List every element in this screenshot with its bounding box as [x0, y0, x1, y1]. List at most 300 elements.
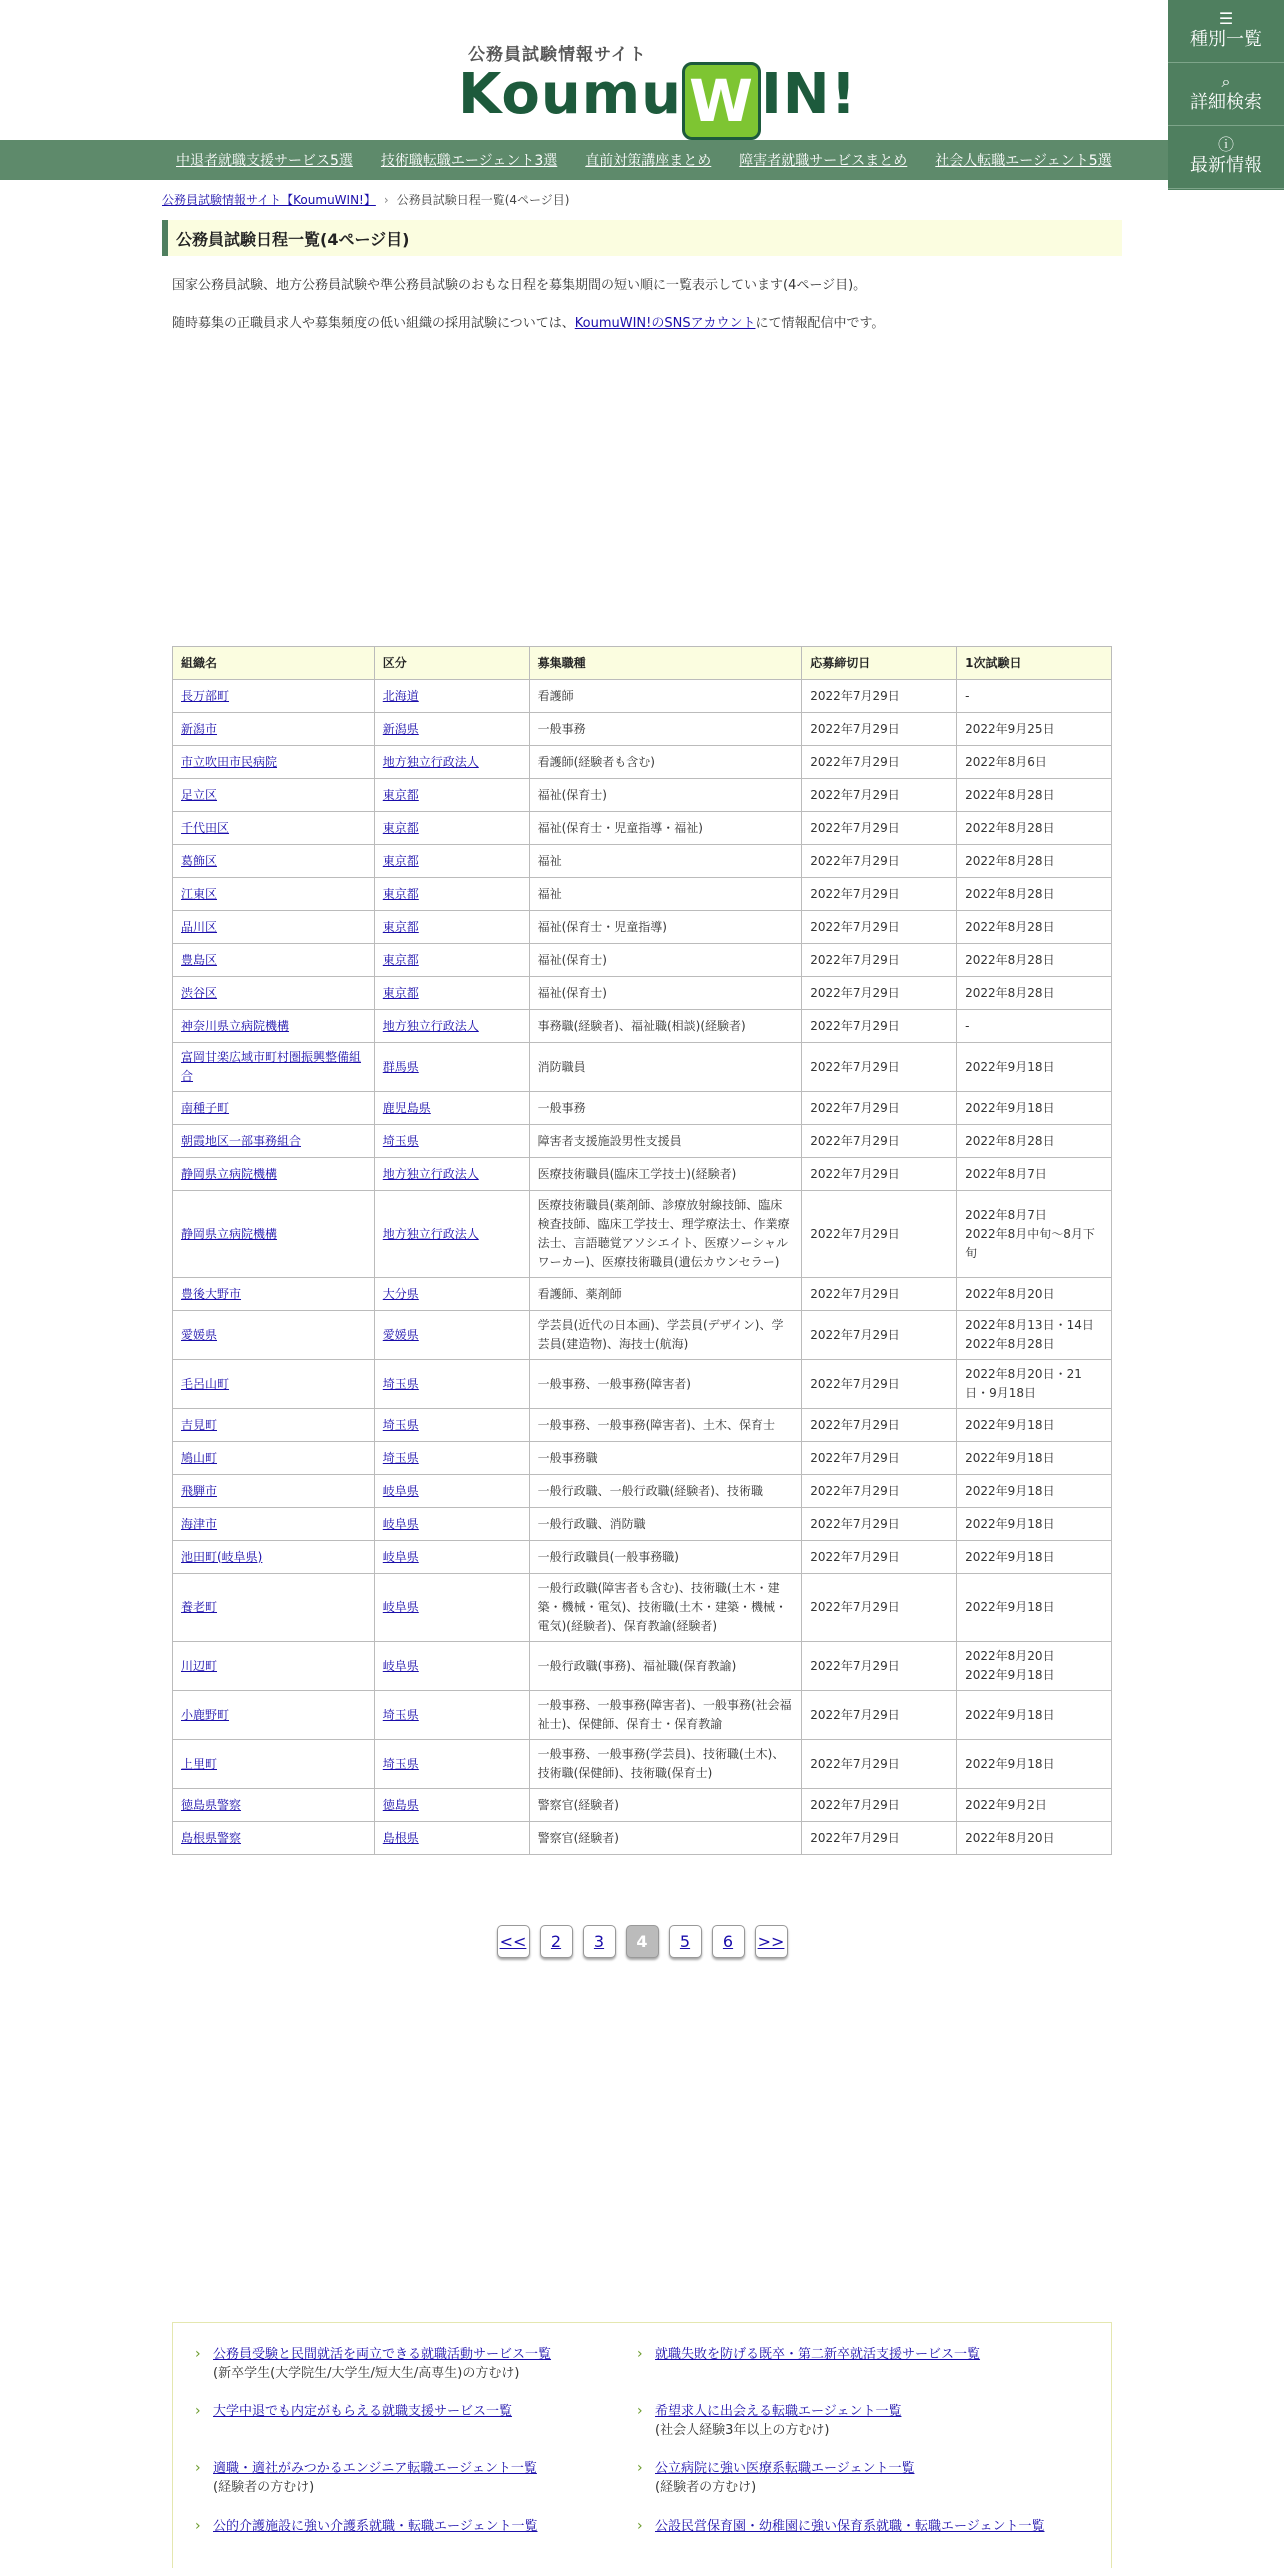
category-link[interactable]: 埼玉県 — [382, 1450, 419, 1465]
cell-category — [374, 911, 529, 944]
cell-text: 2022年8月20日・21日・9月18日 — [965, 1367, 1082, 1400]
cell-text: 2022年7月29日 — [810, 1376, 900, 1391]
cell-text: 2022年8月7日 — [965, 1207, 1047, 1222]
cell-text: 2022年7月29日 — [810, 1450, 900, 1465]
pagination-page-3[interactable]: 3 — [583, 1925, 616, 1958]
table-row — [173, 1541, 1112, 1574]
cell-organization — [173, 1409, 375, 1442]
related-link[interactable]: 公的介護施設に強い介護系就職・転職エージェント一覧 — [213, 2519, 538, 2534]
cell-job-type — [529, 1475, 802, 1508]
cell-job-type — [529, 911, 802, 944]
table-row — [173, 1822, 1112, 1855]
cell-text: 2022年7月29日 — [810, 1707, 900, 1722]
category-link[interactable]: 東京都 — [382, 985, 419, 1000]
breadcrumb-home-link[interactable]: 公務員試験情報サイト【KoumuWIN!】 — [162, 193, 376, 207]
cell-deadline — [802, 1191, 957, 1278]
bars-icon: ☰ — [1218, 9, 1234, 28]
cell-first-exam-date — [957, 1092, 1112, 1125]
intro-text-1: 国家公務員試験、地方公務員試験や準公務員試験のおもな日程を募集期間の短い順に一覧表示しています(4ページ目)。 — [172, 278, 867, 293]
cell-deadline — [802, 1092, 957, 1125]
cell-text: 福祉(保育士・児童指導・福祉) — [537, 820, 703, 835]
category-link[interactable]: 北海道 — [382, 688, 419, 703]
cell-text: 2022年8月28日 — [965, 853, 1055, 868]
cell-text: 2022年8月20日 — [965, 1286, 1055, 1301]
side-menu-category-list[interactable] — [1168, 0, 1284, 63]
cell-text: 2022年7月29日 — [810, 853, 900, 868]
organization-link[interactable]: 品川区 — [181, 919, 218, 934]
global-nav — [0, 140, 1284, 180]
cell-text: 2022年7月29日 — [810, 754, 900, 769]
cell-deadline — [802, 1442, 957, 1475]
related-link[interactable]: 公設民営保育園・幼稚園に強い保育系就職・転職エージェント一覧 — [655, 2519, 1045, 2534]
cell-first-exam-date — [957, 1010, 1112, 1043]
cell-job-type — [529, 713, 802, 746]
cell-text: 2022年7月29日 — [810, 1830, 900, 1845]
cell-text: 2022年9月18日 — [965, 1707, 1055, 1722]
search-icon: ⌕ — [1221, 72, 1231, 91]
cell-organization — [173, 1475, 375, 1508]
organization-link[interactable]: 千代田区 — [181, 820, 230, 835]
category-link[interactable]: 東京都 — [382, 886, 419, 901]
cell-text: 福祉(保育士) — [537, 787, 607, 802]
organization-link[interactable]: 葛飾区 — [181, 853, 218, 868]
related-link-item — [637, 2459, 1077, 2497]
cell-category — [374, 1409, 529, 1442]
cell-deadline — [802, 1010, 957, 1043]
cell-job-type — [529, 1360, 802, 1409]
cell-text: 2022年8月28日 — [965, 1337, 1055, 1351]
cell-text: 2022年9月18日 — [965, 1059, 1055, 1074]
cell-text: 2022年9月18日 — [965, 1417, 1055, 1432]
cell-text: 一般事務 — [537, 721, 586, 736]
organization-link[interactable]: 新潟市 — [181, 721, 218, 736]
related-links-box — [172, 2322, 1112, 2568]
cell-deadline — [802, 1822, 957, 1855]
cell-category — [374, 680, 529, 713]
cell-job-type — [529, 812, 802, 845]
cell-first-exam-date — [957, 1158, 1112, 1191]
cell-job-type — [529, 779, 802, 812]
cell-category — [374, 1740, 529, 1789]
cell-text: 2022年9月18日 — [965, 1600, 1055, 1614]
organization-link[interactable]: 上里町 — [181, 1756, 218, 1771]
cell-deadline — [802, 1691, 957, 1740]
cell-job-type — [529, 1409, 802, 1442]
cell-first-exam-date — [957, 878, 1112, 911]
organization-link[interactable]: 海津市 — [181, 1516, 218, 1531]
category-link[interactable]: 徳島県 — [382, 1797, 419, 1812]
cell-organization — [173, 1508, 375, 1541]
cell-organization — [173, 911, 375, 944]
table-row — [173, 746, 1112, 779]
cell-text: 看護師、薬剤師 — [537, 1286, 622, 1301]
side-menu-label: 詳細検索 — [1190, 92, 1262, 113]
organization-link[interactable]: 飛騨市 — [181, 1483, 218, 1498]
cell-first-exam-date — [957, 1360, 1112, 1409]
cell-organization — [173, 1092, 375, 1125]
cell-organization — [173, 680, 375, 713]
category-link[interactable]: 岐阜県 — [382, 1516, 419, 1531]
cell-job-type — [529, 1311, 802, 1360]
category-link[interactable]: 地方独立行政法人 — [382, 1018, 479, 1033]
category-link[interactable]: 東京都 — [382, 820, 419, 835]
cell-organization — [173, 713, 375, 746]
pagination-page-5[interactable]: 5 — [669, 1925, 702, 1958]
cell-category — [374, 1691, 529, 1740]
related-link-item — [637, 2345, 1077, 2364]
related-link-item — [195, 2459, 615, 2497]
organization-link[interactable]: 島根県警察 — [181, 1830, 242, 1845]
cell-first-exam-date — [957, 812, 1112, 845]
info-icon: ⓘ — [1217, 135, 1234, 154]
cell-first-exam-date — [957, 1789, 1112, 1822]
cell-category — [374, 1125, 529, 1158]
pagination-page-4-current: 4 — [626, 1925, 659, 1958]
cell-category — [374, 878, 529, 911]
cell-first-exam-date — [957, 1740, 1112, 1789]
related-link[interactable]: 公立病院に強い医療系転職エージェント一覧 — [655, 2461, 915, 2476]
related-link[interactable]: 希望求人に出会える転職エージェント一覧 — [655, 2404, 902, 2419]
cell-text: 2022年7月29日 — [810, 1797, 900, 1812]
related-link[interactable]: 適職・適社がみつかるエンジニア転職エージェント一覧 — [213, 2461, 537, 2476]
cell-deadline — [802, 1574, 957, 1642]
cell-text: 2022年7月29日 — [810, 1417, 900, 1432]
cell-first-exam-date — [957, 1822, 1112, 1855]
cell-text: 一般事務職 — [537, 1450, 598, 1465]
organization-link[interactable]: 豊後大野市 — [181, 1286, 242, 1301]
related-link[interactable]: 大学中退でも内定がもらえる就職支援サービス一覧 — [213, 2404, 513, 2419]
cell-job-type — [529, 1092, 802, 1125]
cell-text: 2022年7月29日 — [810, 1483, 900, 1498]
category-link[interactable]: 東京都 — [382, 919, 419, 934]
cell-text: 福祉(保育士) — [537, 952, 607, 967]
cell-first-exam-date — [957, 911, 1112, 944]
cell-organization — [173, 1158, 375, 1191]
cell-category — [374, 1043, 529, 1092]
cell-text: 一般事務、一般事務(障害者)、一般事務(社会福祉士)、保健師、保育士・保育教諭 — [537, 1698, 792, 1731]
pagination — [0, 1925, 1284, 1958]
category-link[interactable]: 東京都 — [382, 787, 419, 802]
cell-job-type — [529, 1125, 802, 1158]
nav-link-dropout-support[interactable]: 中退者就職支援サービス5選 — [176, 153, 353, 169]
table-row — [173, 1574, 1112, 1642]
organization-link[interactable]: 養老町 — [181, 1600, 218, 1614]
cell-deadline — [802, 1475, 957, 1508]
organization-link[interactable]: 静岡県立病院機構 — [181, 1166, 278, 1181]
cell-text: 2022年9月18日 — [965, 1100, 1055, 1115]
related-link-item — [195, 2402, 615, 2421]
page-title: 公務員試験日程一覧(4ページ目) — [162, 220, 1122, 256]
site-logo[interactable] — [458, 30, 858, 135]
logo-wordmark — [458, 62, 857, 140]
table-row — [173, 1475, 1112, 1508]
cell-text: 一般行政職(事務)、福祉職(保育教諭) — [537, 1658, 737, 1673]
logo-wordmark-post: IN! — [760, 62, 858, 127]
table-row — [173, 1125, 1112, 1158]
cell-first-exam-date — [957, 1691, 1112, 1740]
organization-link[interactable]: 愛媛県 — [181, 1327, 218, 1342]
table-row — [173, 1642, 1112, 1691]
cell-text: 2022年7月29日 — [810, 1549, 900, 1564]
cell-first-exam-date — [957, 1043, 1112, 1092]
organization-link[interactable]: 豊島区 — [181, 952, 218, 967]
cell-text: 警察官(経験者) — [537, 1797, 619, 1812]
cell-organization — [173, 1278, 375, 1311]
cell-text: 一般行政職、消防職 — [537, 1516, 646, 1531]
table-row — [173, 713, 1112, 746]
table-row — [173, 911, 1112, 944]
related-link-note: (新卒学生(大学院生/大学生/短大生/高専生)の方むけ) — [213, 2366, 520, 2381]
category-link[interactable]: 岐阜県 — [382, 1483, 419, 1498]
cell-text: 2022年7月29日 — [810, 1327, 900, 1342]
cell-deadline — [802, 1508, 957, 1541]
cell-deadline — [802, 1311, 957, 1360]
cell-job-type — [529, 1740, 802, 1789]
organization-link[interactable]: 小鹿野町 — [181, 1707, 230, 1722]
cell-job-type — [529, 1191, 802, 1278]
cell-first-exam-date — [957, 779, 1112, 812]
cell-organization — [173, 1125, 375, 1158]
cell-text: 2022年9月18日 — [965, 1756, 1055, 1771]
cell-text: 2022年7月29日 — [810, 1516, 900, 1531]
category-link[interactable]: 群馬県 — [382, 1059, 419, 1074]
related-link-note: (社会人経験3年以上の方むけ) — [655, 2423, 830, 2438]
cell-job-type — [529, 1278, 802, 1311]
cell-organization — [173, 812, 375, 845]
cell-deadline — [802, 779, 957, 812]
cell-job-type — [529, 1789, 802, 1822]
cell-deadline — [802, 1158, 957, 1191]
pagination-first-button[interactable]: << — [497, 1925, 530, 1958]
organization-link[interactable]: 川辺町 — [181, 1658, 218, 1673]
cell-text: 2022年8月28日 — [965, 1133, 1055, 1148]
cell-first-exam-date — [957, 1541, 1112, 1574]
cell-text: 2022年7月29日 — [810, 820, 900, 835]
side-menu-detail-search[interactable] — [1168, 63, 1284, 126]
nav-link-tech-agent[interactable]: 技術職転職エージェント3選 — [380, 153, 558, 169]
cell-category — [374, 746, 529, 779]
table-body — [173, 680, 1112, 1855]
category-link[interactable]: 東京都 — [382, 853, 419, 868]
side-menu-latest-info[interactable] — [1168, 126, 1284, 189]
cell-text: 2022年7月29日 — [810, 721, 900, 736]
side-menu-label: 最新情報 — [1190, 155, 1262, 176]
organization-link[interactable]: 江東区 — [181, 886, 218, 901]
category-link[interactable]: 埼玉県 — [382, 1756, 419, 1771]
col-header-job-type: 募集職種 — [529, 647, 802, 680]
sns-account-link[interactable]: KoumuWIN!のSNSアカウント — [574, 316, 756, 331]
related-link[interactable]: 就職失敗を防げる既卒・第二新卒就活支援サービス一覧 — [655, 2347, 981, 2362]
intro-text-2 — [172, 312, 884, 331]
table-row — [173, 1043, 1112, 1092]
cell-text: 一般事務 — [537, 1100, 586, 1115]
organization-link[interactable]: 毛呂山町 — [181, 1376, 230, 1391]
cell-text: 一般事務、一般事務(障害者) — [537, 1376, 691, 1391]
logo-subtitle: 公務員試験情報サイト — [468, 45, 647, 65]
cell-organization — [173, 1360, 375, 1409]
cell-text: 警察官(経験者) — [537, 1830, 619, 1845]
cell-text: 学芸員(近代の日本画)、学芸員(デザイン)、学芸員(建造物)、海技士(航海) — [537, 1318, 784, 1351]
cell-deadline — [802, 1789, 957, 1822]
table-row — [173, 1360, 1112, 1409]
nav-link-disability-service[interactable]: 障害者就職サービスまとめ — [739, 153, 908, 169]
cell-first-exam-date — [957, 1574, 1112, 1642]
related-link[interactable]: 公務員受験と民間就活を両立できる就職活動サービス一覧 — [213, 2347, 552, 2362]
intro-text-2-post: にて情報配信中です。 — [755, 316, 885, 331]
cell-text: 2022年9月18日 — [965, 1668, 1055, 1682]
cell-job-type — [529, 1691, 802, 1740]
cell-job-type — [529, 680, 802, 713]
table-row — [173, 812, 1112, 845]
category-link[interactable]: 新潟県 — [382, 721, 419, 736]
cell-category — [374, 1278, 529, 1311]
organization-link[interactable]: 徳島県警察 — [181, 1797, 242, 1812]
cell-text: 2022年7月29日 — [810, 688, 900, 703]
cell-text: 一般事務、一般事務(障害者)、土木、保育士 — [537, 1417, 775, 1432]
breadcrumb — [162, 191, 569, 208]
nav-link-career-agent[interactable]: 社会人転職エージェント5選 — [935, 153, 1112, 169]
cell-job-type — [529, 1043, 802, 1092]
cell-category — [374, 1360, 529, 1409]
table-row — [173, 944, 1112, 977]
cell-first-exam-date — [957, 680, 1112, 713]
col-header-deadline: 応募締切日 — [802, 647, 957, 680]
organization-link[interactable]: 長万部町 — [181, 688, 230, 703]
table-row — [173, 1508, 1112, 1541]
cell-text: 2022年7月29日 — [810, 1226, 900, 1241]
side-menu-label: 種別一覧 — [1190, 29, 1262, 50]
cell-organization — [173, 1043, 375, 1092]
cell-text: 福祉 — [537, 853, 562, 868]
cell-text: 2022年8月28日 — [965, 787, 1055, 802]
pagination-page-6[interactable]: 6 — [712, 1925, 745, 1958]
cell-organization — [173, 1740, 375, 1789]
pagination-page-2[interactable]: 2 — [540, 1925, 573, 1958]
site-header — [0, 0, 1284, 140]
cell-category — [374, 1822, 529, 1855]
category-link[interactable]: 島根県 — [382, 1830, 419, 1845]
category-link[interactable]: 岐阜県 — [382, 1549, 419, 1564]
cell-organization — [173, 845, 375, 878]
col-header-category: 区分 — [374, 647, 529, 680]
table-row — [173, 845, 1112, 878]
organization-link[interactable]: 足立区 — [181, 787, 218, 802]
cell-job-type — [529, 944, 802, 977]
cell-job-type — [529, 1541, 802, 1574]
exam-schedule-table — [172, 646, 1112, 1855]
table-row — [173, 779, 1112, 812]
category-link[interactable]: 東京都 — [382, 952, 419, 967]
cell-text: 2022年9月25日 — [965, 721, 1055, 736]
cell-first-exam-date — [957, 1508, 1112, 1541]
category-link[interactable]: 埼玉県 — [382, 1417, 419, 1432]
cell-text: 2022年8月7日 — [965, 1166, 1047, 1181]
organization-link[interactable]: 池田町(岐阜県) — [181, 1549, 263, 1564]
intro-text-2-pre: 随時募集の正職員求人や募集頻度の低い組織の採用試験については、 — [172, 316, 575, 331]
organization-link[interactable]: 南種子町 — [181, 1100, 230, 1115]
cell-organization — [173, 878, 375, 911]
cell-text: 福祉 — [537, 886, 562, 901]
cell-text: - — [965, 688, 970, 703]
cell-text: 2022年7月29日 — [810, 1100, 900, 1115]
category-link[interactable]: 岐阜県 — [382, 1658, 419, 1673]
cell-first-exam-date — [957, 1475, 1112, 1508]
cell-text: 2022年8月中旬～8月下旬 — [965, 1226, 1095, 1260]
cell-organization — [173, 977, 375, 1010]
table-row — [173, 1789, 1112, 1822]
cell-text: 2022年8月28日 — [965, 886, 1055, 901]
cell-text: 一般行政職員(一般事務職) — [537, 1549, 679, 1564]
organization-link[interactable]: 市立吹田市民病院 — [181, 754, 278, 769]
organization-link[interactable]: 渋谷区 — [181, 985, 218, 1000]
category-link[interactable]: 地方独立行政法人 — [382, 1166, 479, 1181]
category-link[interactable]: 埼玉県 — [382, 1707, 419, 1722]
breadcrumb-current: 公務員試験日程一覧(4ページ目) — [396, 193, 570, 207]
cell-text: 医療技術職員(薬剤師、診療放射線技師、臨床検査技師、臨床工学技士、理学療法士、作業療法士、言語聴覚アソシエイト、医療ソーシャルワーカー)、医療技術職員(遺伝カウンセラー) — [537, 1198, 790, 1269]
organization-link[interactable]: 富岡甘楽広域市町村圏振興整備組合 — [181, 1050, 362, 1083]
cell-text: 2022年9月18日 — [965, 1549, 1055, 1564]
cell-job-type — [529, 1508, 802, 1541]
cell-text: 事務職(経験者)、福祉職(相談)(経験者) — [537, 1018, 746, 1033]
cell-text: 2022年7月29日 — [810, 1059, 900, 1074]
cell-job-type — [529, 1010, 802, 1043]
cell-text: 2022年7月29日 — [810, 985, 900, 1000]
cell-first-exam-date — [957, 1311, 1112, 1360]
cell-organization — [173, 1789, 375, 1822]
cell-organization — [173, 1010, 375, 1043]
table-row — [173, 1158, 1112, 1191]
organization-link[interactable]: 鳩山町 — [181, 1450, 218, 1465]
cell-deadline — [802, 1642, 957, 1691]
cell-text: 2022年8月6日 — [965, 754, 1047, 769]
organization-link[interactable]: 静岡県立病院機構 — [181, 1226, 278, 1241]
category-link[interactable]: 岐阜県 — [382, 1600, 419, 1614]
cell-first-exam-date — [957, 746, 1112, 779]
cell-text: - — [965, 1018, 970, 1033]
organization-link[interactable]: 朝霞地区一部事務組合 — [181, 1133, 302, 1148]
category-link[interactable]: 埼玉県 — [382, 1133, 419, 1148]
cell-job-type — [529, 977, 802, 1010]
organization-link[interactable]: 吉見町 — [181, 1417, 218, 1432]
organization-link[interactable]: 神奈川県立病院機構 — [181, 1018, 290, 1033]
cell-deadline — [802, 713, 957, 746]
category-link[interactable]: 地方独立行政法人 — [382, 1226, 479, 1241]
table-row — [173, 1278, 1112, 1311]
pagination-last-button[interactable]: >> — [755, 1925, 788, 1958]
cell-text: 2022年8月20日 — [965, 1649, 1055, 1663]
cell-deadline — [802, 845, 957, 878]
cell-first-exam-date — [957, 1191, 1112, 1278]
category-link[interactable]: 鹿児島県 — [382, 1100, 431, 1115]
cell-text: 2022年8月28日 — [965, 820, 1055, 835]
cell-deadline — [802, 1125, 957, 1158]
category-link[interactable]: 大分県 — [382, 1286, 419, 1301]
nav-link-prep-course[interactable]: 直前対策講座まとめ — [585, 153, 712, 169]
category-link[interactable]: 埼玉県 — [382, 1376, 419, 1391]
table-row — [173, 1191, 1112, 1278]
category-link[interactable]: 地方独立行政法人 — [382, 754, 479, 769]
cell-deadline — [802, 1043, 957, 1092]
cell-job-type — [529, 1642, 802, 1691]
cell-deadline — [802, 944, 957, 977]
cell-deadline — [802, 977, 957, 1010]
cell-organization — [173, 1442, 375, 1475]
category-link[interactable]: 愛媛県 — [382, 1327, 419, 1342]
cell-job-type — [529, 1158, 802, 1191]
cell-organization — [173, 779, 375, 812]
cell-first-exam-date — [957, 944, 1112, 977]
related-link-item — [637, 2517, 1077, 2536]
